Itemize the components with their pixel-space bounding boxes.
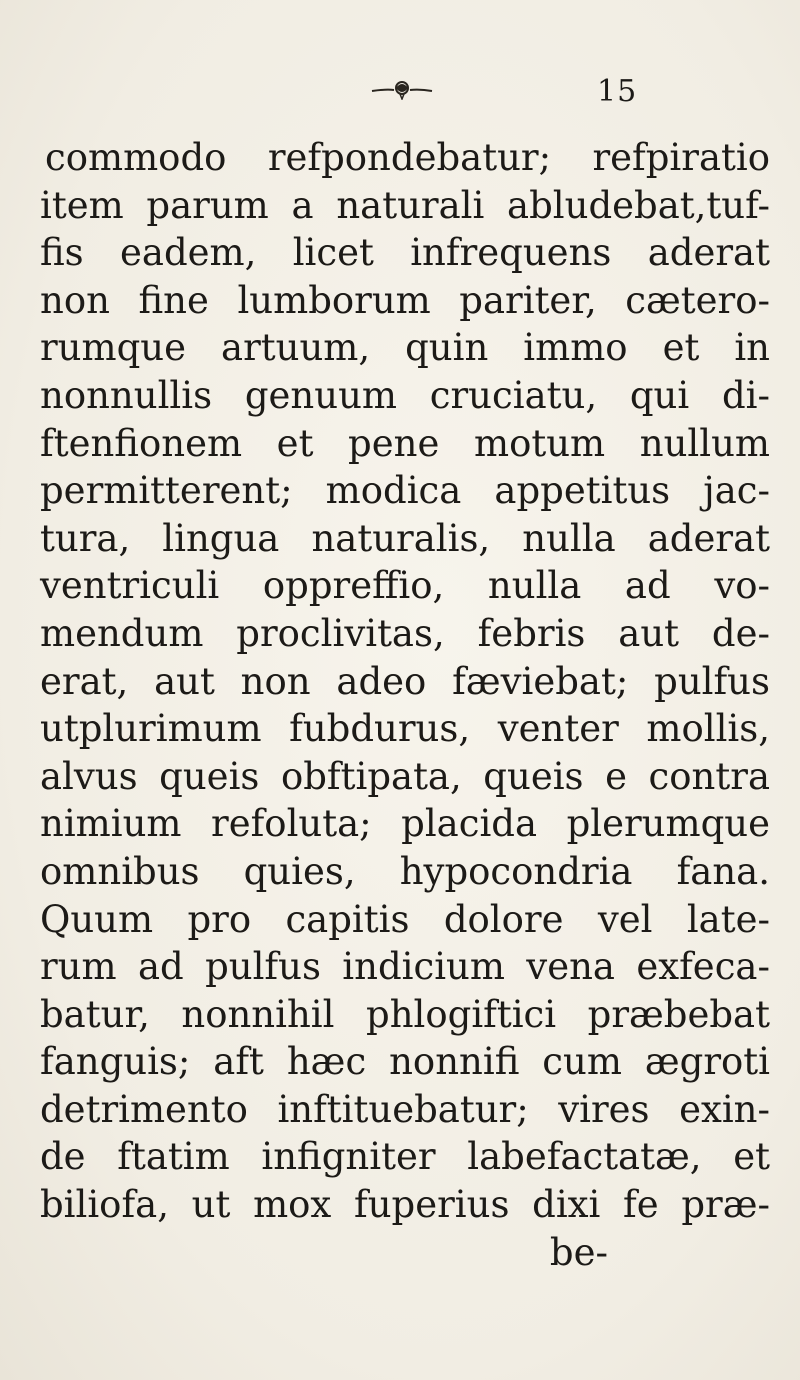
- text-line: tura, lingua naturalis, nulla aderat: [40, 516, 770, 560]
- text-line: ventriculi oppreffio, nulla ad vo-: [40, 564, 770, 608]
- text-line: rumque artuum, quin immo et in: [40, 326, 770, 370]
- text-line: mendum proclivitas, febris aut de-: [40, 611, 770, 655]
- text-line: fanguis; aft hæc nonnifi cum ægroti: [40, 1040, 770, 1084]
- text-line: nonnullis genuum cruciatu, qui di-: [40, 373, 770, 417]
- text-line: non fine lumborum pariter, cætero-: [40, 278, 770, 322]
- text-line: omnibus quies, hypocondria fana.: [40, 849, 770, 893]
- page-number: 15: [597, 74, 638, 109]
- text-line: detrimento inftituebatur; vires exin-: [40, 1087, 770, 1131]
- text-line: commodo refpondebatur; refpiratio: [45, 136, 770, 179]
- text-line: rum ad pulfus indicium vena exfeca-: [40, 945, 770, 989]
- page-header: [0, 68, 800, 118]
- text-line: erat, aut non adeo fæviebat; pulfus: [40, 659, 770, 703]
- text-line: fis eadem, licet infrequens aderat: [40, 231, 770, 275]
- text-line: alvus queis obftipata, queis e contra: [40, 754, 770, 798]
- fleuron-ornament-icon: [370, 78, 434, 100]
- text-line: item parum a naturali abludebat,tuf-: [40, 183, 770, 227]
- body-text: [40, 134, 770, 1276]
- text-line: utplurimum fubdurus, venter mollis,: [40, 707, 770, 751]
- catchword: be-: [549, 1230, 608, 1274]
- text-line: permitterent; modica appetitus jac-: [40, 469, 770, 513]
- text-line: batur, nonnihil phlogiftici præbebat: [40, 992, 770, 1036]
- text-line: de ftatim infigniter labefactatæ, et: [40, 1135, 770, 1179]
- text-line: biliofa, ut mox fuperius dixi fe præ-: [40, 1183, 770, 1227]
- text-line: nimium refoluta; placida plerumque: [40, 802, 770, 846]
- text-line: ftenfionem et pene motum nullum: [40, 421, 770, 465]
- text-line: Quum pro capitis dolore vel late-: [40, 897, 770, 941]
